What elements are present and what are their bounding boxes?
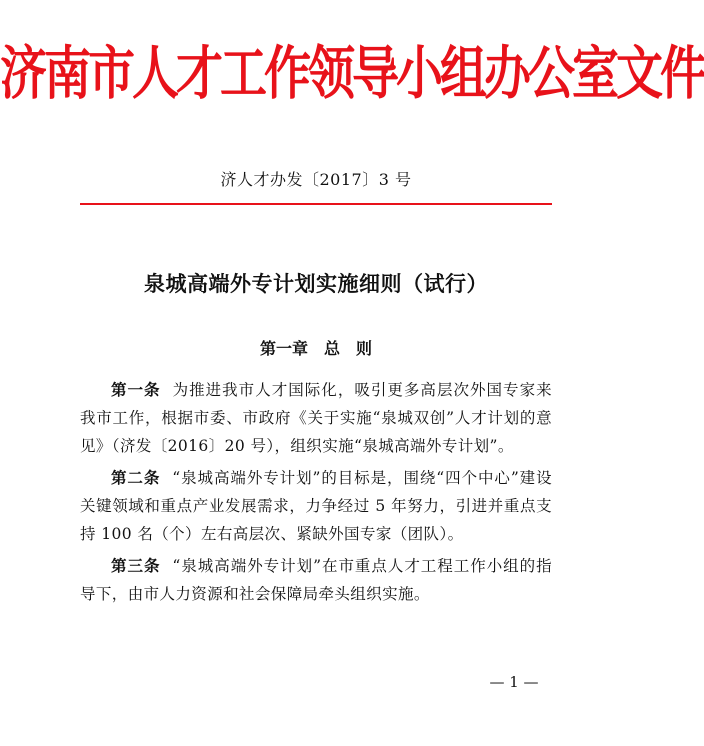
document-body: [80, 376, 552, 612]
document-title: 泉城高端外专计划实施细则（试行）: [144, 271, 488, 296]
page-number: — 1 —: [489, 673, 539, 691]
chapter-heading: 第一章 总 则: [259, 339, 372, 358]
article-text: 为推进我市人才国际化，吸引更多高层次外国专家来我市工作，根据市委、市政府《关于实施“泉城双创”人才计划的意见》（济发〔2016〕20 号），组织实施“泉城高端外专计划”。: [80, 381, 553, 455]
article-paragraph: [80, 552, 552, 608]
article-label: 第三条: [111, 557, 161, 575]
agency-masthead: 济南市人才工作领导小组办公室文件: [0, 40, 704, 108]
article-paragraph: [80, 376, 552, 460]
article-label: 第二条: [111, 469, 161, 487]
article-text: “泉城高端外专计划”的目标是，围绕“四个中心”建设关键领域和重点产业发展需求，力争经过 5 年努力，引进并重点支持 100 名（个）左右高层次、紧缺外国专家（团队）。: [80, 469, 553, 543]
article-label: 第一条: [111, 381, 161, 399]
red-divider-line: [80, 203, 552, 205]
article-text: “泉城高端外专计划”在市重点人才工程工作小组的指导下，由市人力资源和社会保障局牵头组织实施。: [80, 557, 553, 603]
document-number: 济人才办发〔2017〕3 号: [220, 170, 412, 189]
article-paragraph: [80, 464, 552, 548]
